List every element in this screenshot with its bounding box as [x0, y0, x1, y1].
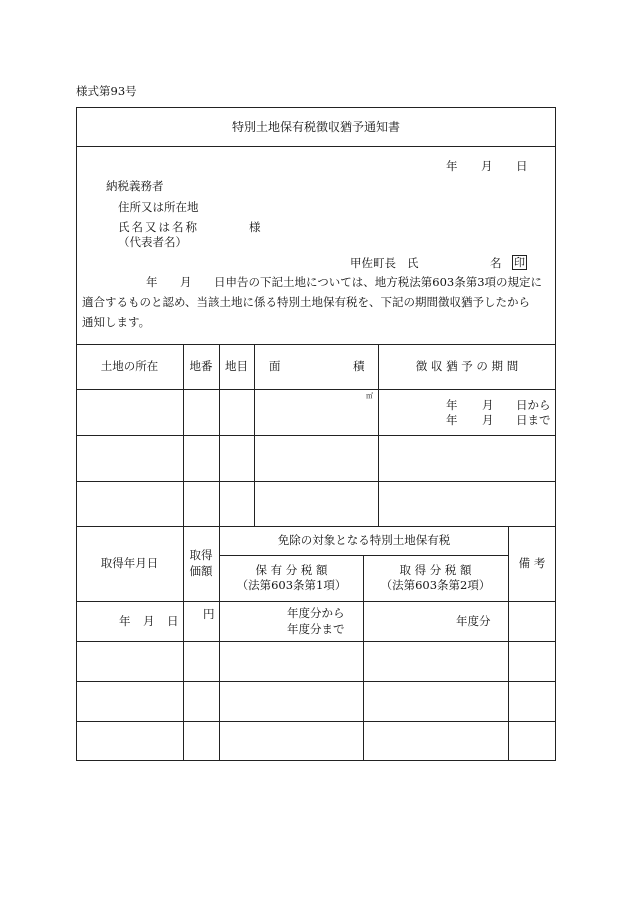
- header-land-category: 地目: [225, 359, 248, 373]
- body-line1: 日申告の下記土地については、地方税法第603条第3項の規定に: [214, 275, 543, 289]
- row1-fiscal: 年度分: [456, 614, 491, 628]
- row1-fiscal-from: 年度分から: [287, 606, 345, 620]
- table2-subheader-divider: [220, 555, 508, 556]
- address-label: 住所又は所在地: [118, 200, 199, 214]
- header-remarks: 備 考: [518, 556, 546, 570]
- mayor-mei: 名: [490, 256, 502, 270]
- table2-row-divider-2: [76, 681, 556, 682]
- header-acquisition-tax-1: 取 得 分 税 額: [399, 563, 472, 577]
- date-year-label: 年: [446, 159, 458, 173]
- period-to-year: 年: [446, 413, 458, 427]
- seal-mark: 印: [514, 256, 525, 269]
- table1-col-divider-3: [254, 344, 255, 526]
- header-acquisition-date: 取得年月日: [100, 556, 159, 570]
- table1-header-divider: [76, 389, 556, 390]
- period-from-year: 年: [446, 398, 458, 412]
- area-unit: ㎡: [366, 392, 373, 400]
- body-month: 月: [180, 275, 192, 289]
- header-exempt-group: 免除の対象となる特別土地保有税: [277, 533, 451, 547]
- header-acquisition-price-1: 取得: [189, 548, 213, 562]
- period-to-month: 月: [482, 413, 494, 427]
- body-year: 年: [146, 275, 158, 289]
- header-holding-tax-1: 保 有 分 税 額: [255, 563, 328, 577]
- form-title: 特別土地保有税徴収猶予通知書: [231, 120, 400, 134]
- row1-fiscal-to: 年度分まで: [287, 622, 345, 636]
- mayor-title: 甲佐町長: [350, 256, 396, 270]
- body-divider: [76, 344, 556, 345]
- name-label: 氏名又は名称: [118, 220, 199, 234]
- header-acquisition-tax-2: （法第603条第2項）: [380, 578, 491, 592]
- mayor-shi: 氏: [407, 256, 419, 270]
- body-line3: 通知します。: [82, 315, 151, 329]
- table1-row-divider-2: [76, 481, 556, 482]
- row1-year: 年: [119, 614, 131, 628]
- taxpayer-heading: 納税義務者: [106, 179, 164, 193]
- table1-row-divider-1: [76, 435, 556, 436]
- header-area-seki: 積: [353, 359, 365, 373]
- period-from-suffix: 日から: [516, 398, 551, 412]
- period-from-month: 月: [482, 398, 494, 412]
- table2-col-divider-2: [219, 526, 220, 761]
- form-number: 様式第93号: [76, 84, 137, 98]
- header-acquisition-price-2: 価額: [189, 564, 213, 578]
- table2-row-divider-3: [76, 721, 556, 722]
- row1-month: 月: [143, 614, 155, 628]
- table2-header-divider: [76, 601, 556, 602]
- header-deferral-period: 徴 収 猶 予 の 期 間: [415, 359, 519, 373]
- date-month-label: 月: [481, 159, 493, 173]
- representative-label: （代表者名）: [118, 235, 187, 249]
- header-location: 土地の所在: [100, 359, 159, 373]
- table2-row-divider-1: [76, 641, 556, 642]
- header-lot-number: 地番: [189, 359, 213, 373]
- period-to-suffix: 日まで: [516, 413, 551, 427]
- row1-yen: 円: [203, 607, 215, 621]
- row1-day: 日: [167, 614, 179, 628]
- body-line2: 適合するものと認め、当該土地に係る特別土地保有税を、下記の期間徴収猶予したから: [82, 295, 531, 309]
- honorific-sama: 様: [249, 220, 261, 234]
- table2-top-divider: [76, 526, 556, 527]
- header-area-men: 面: [269, 359, 281, 373]
- header-holding-tax-2: （法第603条第1項）: [236, 578, 347, 592]
- title-divider: [76, 146, 556, 147]
- date-day-label: 日: [516, 159, 528, 173]
